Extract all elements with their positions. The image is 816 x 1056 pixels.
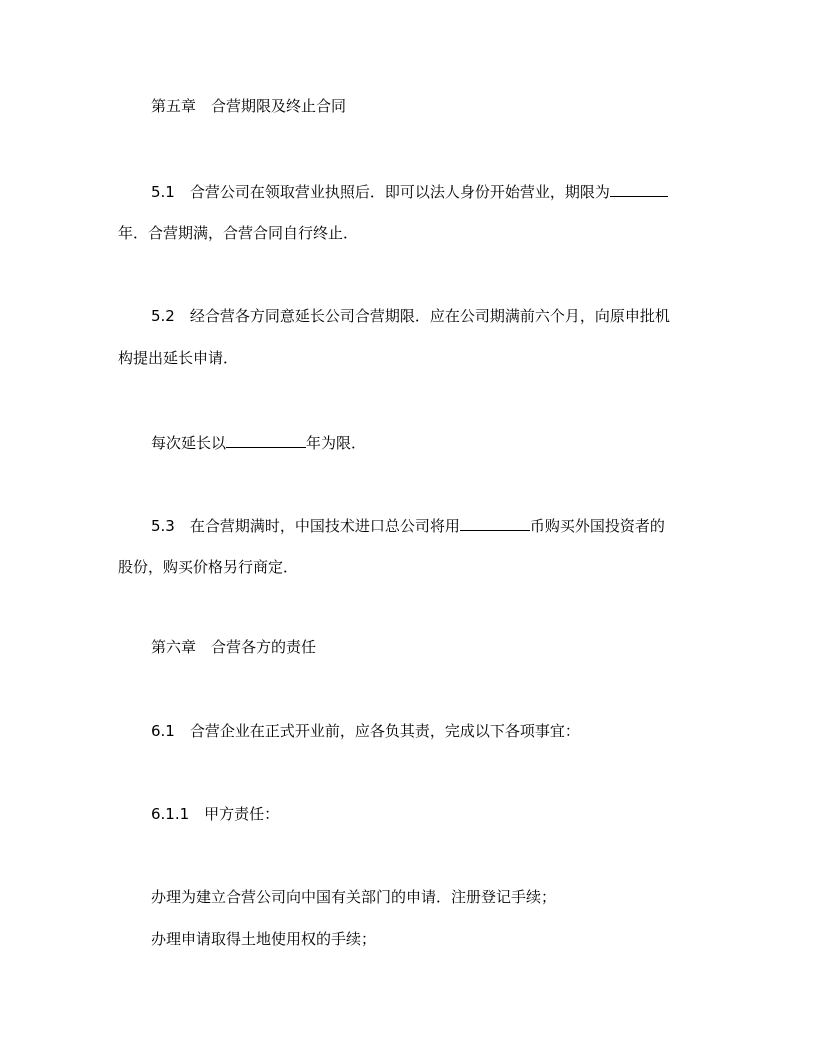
section-5-2-line1: 5.2 经合营各方同意延长公司合营期限．应在公司期满前六个月，向原申批机 — [151, 307, 670, 325]
duty-item-2: 办理申请取得土地使用权的手续； — [151, 930, 377, 948]
section-5-3-line1 — [151, 514, 665, 534]
extension-limit-line — [151, 431, 366, 451]
extension-limit-before: 每次延长以 — [151, 434, 227, 452]
chapter6-title: 第六章 合营各方的责任 — [151, 638, 317, 656]
section-5-3-after: 币购买外国投资者的 — [529, 517, 665, 535]
section-5-2-line2: 构提出延长申请． — [118, 349, 239, 367]
chapter5-title: 第五章 合营期限及终止合同 — [151, 97, 347, 115]
term-years-blank — [610, 180, 668, 197]
duty-item-1: 办理为建立合营公司向中国有关部门的申请．注册登记手续； — [151, 888, 557, 906]
section-6-1: 6.1 合营企业在正式开业前，应各负其责，完成以下各项事宜： — [151, 722, 580, 740]
section-5-3-before: 5.3 在合营期满时，中国技术进口总公司将用 — [151, 517, 460, 535]
extension-limit-after: 年为限． — [306, 434, 367, 452]
section-5-3-line2: 股份，购买价格另行商定． — [118, 558, 299, 576]
section-5-1-text: 5.1 合营公司在领取营业执照后．即可以法人身份开始营业，期限为 — [151, 183, 610, 201]
section-5-1-line2: 年．合营期满，合营合同自行终止． — [118, 224, 359, 242]
section-6-1-1: 6.1.1 甲方责任： — [151, 805, 280, 823]
extension-years-blank — [226, 431, 306, 448]
section-5-1-line1 — [151, 180, 668, 200]
currency-blank — [460, 514, 530, 531]
